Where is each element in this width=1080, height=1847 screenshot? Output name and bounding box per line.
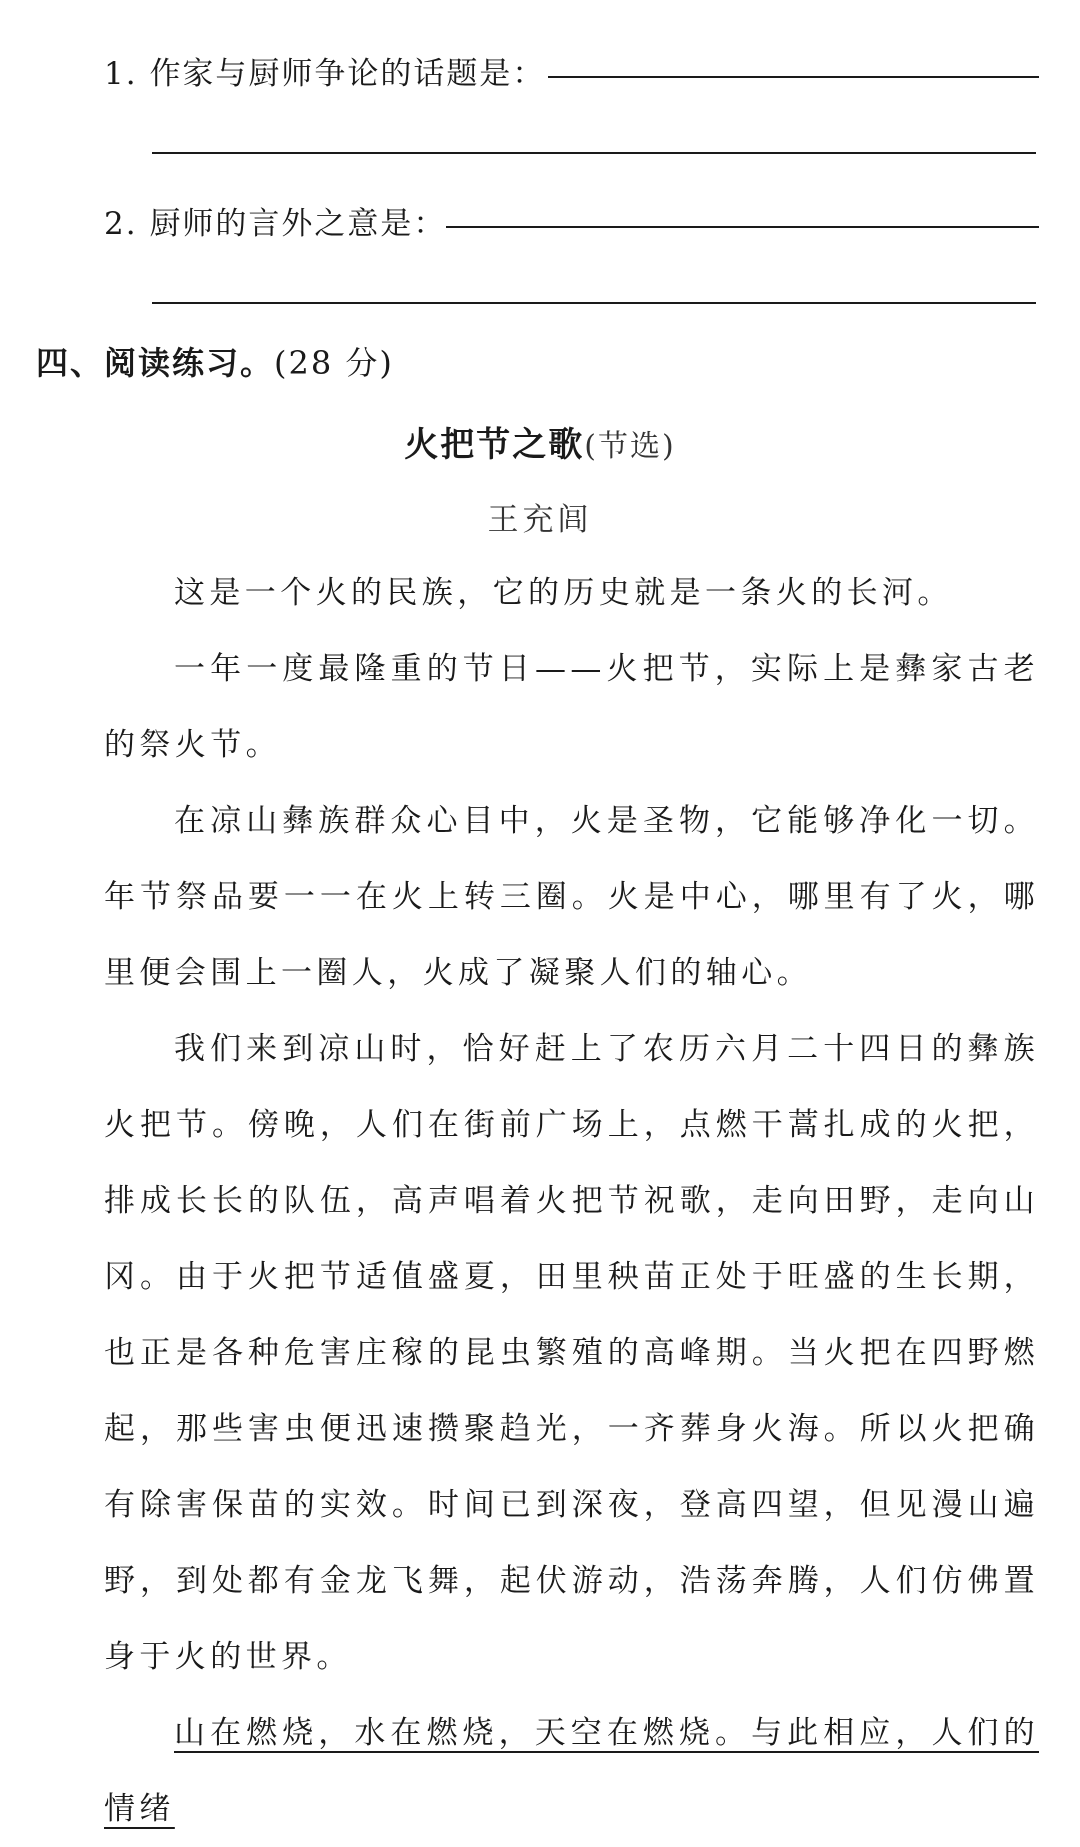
question-1-text [104, 48, 545, 93]
passage-body [104, 555, 1039, 1847]
question-1-prompt: 作家与厨师争论的话题是： [149, 56, 546, 92]
question-1 [0, 38, 1080, 98]
passage-author: 王充闾 [487, 502, 593, 538]
question-1-continuation [0, 110, 1080, 170]
passage-paragraph-1: 这是一个火的民族，它的历史就是一条火的长河。 [174, 575, 953, 611]
section-heading-text: 四、阅读练习。 [36, 344, 275, 382]
passage-paragraph-2: 一年一度最隆重的节日——火把节，实际上是彝家古老的祭火节。 [104, 651, 1039, 763]
passage-paragraph-3: 在凉山彝族群众心目中，火是圣物，它能够净化一切。年节祭品要一一在火上转三圈。火是中心，哪里有了火，哪里便会围上一圈人，火成了凝聚人们的轴心。 [104, 803, 1039, 991]
question-2-continuation [0, 262, 1080, 322]
underlined-sentence: 山在燃烧，水在燃烧，天空在燃烧。与此相应，人们的情绪 [104, 1715, 1039, 1827]
passage-title-note: (节选) [584, 429, 676, 464]
question-2-number: 2. [104, 206, 138, 242]
question-2-answer-line-1[interactable] [446, 226, 1039, 228]
section-heading [36, 338, 394, 384]
passage-title-text: 火把节之歌 [404, 425, 585, 465]
question-1-answer-line-2[interactable] [152, 152, 1036, 154]
passage-paragraph-5 [104, 1695, 1039, 1847]
question-2-text [104, 198, 446, 243]
passage-paragraph-4: 我们来到凉山时，恰好赶上了农历六月二十四日的彝族火把节。傍晚，人们在街前广场上，点燃干蒿扎成的火把，排成长长的队伍，高声唱着火把节祝歌，走向田野，走向山冈。由于火把节适值盛夏，田里秧苗正处于旺盛的生长期，也正是各种危害庄稼的昆虫繁殖的高峰期。当火把在四野燃起，那些害虫便迅速攒聚趋光，一齐葬身火海。所以火把确有除害保苗的实效。时间已到深夜，登高四望，但见漫山遍野，到处都有金龙飞舞，起伏游动，浩荡奔腾，人们仿佛置身于火的世界。 [104, 1031, 1039, 1675]
question-2-prompt: 厨师的言外之意是： [149, 206, 447, 242]
passage-title [0, 417, 1080, 466]
question-2 [0, 188, 1080, 248]
question-2-answer-line-2[interactable] [152, 302, 1036, 304]
question-1-answer-line-1[interactable] [548, 76, 1039, 78]
section-points: (28 分) [274, 344, 394, 382]
question-1-number: 1. [104, 56, 138, 92]
